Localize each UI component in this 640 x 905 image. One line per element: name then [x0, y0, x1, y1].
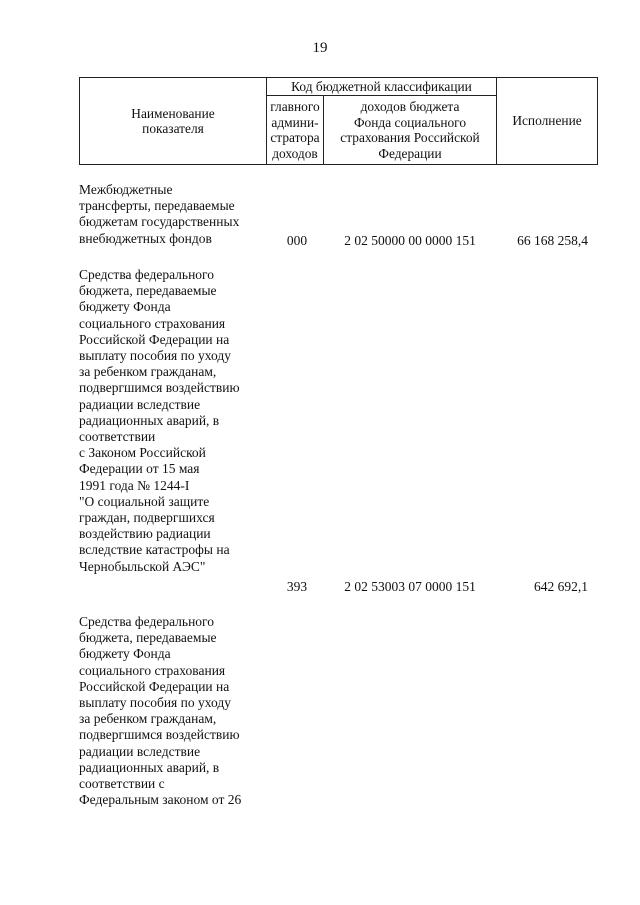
- row-2-admin-code: 393: [286, 579, 308, 594]
- header-execution-column: Исполнение: [512, 113, 582, 129]
- row-1-name: Межбюджетные трансферты, передаваемые бюджетам государственных внебюджетных фондов: [79, 182, 240, 246]
- row-2-name: Средства федерального бюджета, передаваемые бюджету Фонда социального страхования Российской Федерации на выплату пособия по уходу за ребенком гражданам, подвергшимся воздействию радиации вследствие радиационных аварий, в соответствии с Законом Российской Федерации от 15 мая 1991 года № 1244-I "О социальной защите граждан, подвергшихся воздействию радиации вследствие катастрофы на Чернобыльской АЭС": [79, 267, 240, 574]
- table-header: [79, 77, 598, 165]
- row-2-income-code: 2 02 53003 07 0000 151: [344, 579, 476, 594]
- row-3-name: Средства федерального бюджета, передаваемые бюджету Фонда социального страхования Российской Федерации на выплату пособия по уходу за ребенком гражданам, подвергшимся воздействию радиации вследствие радиационных аварий, в соответствии с Федеральным законом от 26: [79, 614, 242, 808]
- header-income-column: доходов бюджета Фонда социального страхования Российской Федерации: [340, 99, 480, 161]
- header-name-column: Наименование показателя: [131, 105, 215, 136]
- row-2-execution: 642 692,1: [534, 579, 588, 594]
- row-1-admin-code: 000: [286, 233, 308, 248]
- header-bottom-border: [79, 164, 598, 165]
- header-classification-group: Код бюджетной классификации: [291, 78, 472, 94]
- header-admin-column: главного админи- стратора доходов: [270, 99, 320, 161]
- page-number: 19: [312, 40, 328, 56]
- row-1-income-code: 2 02 50000 00 0000 151: [344, 233, 476, 248]
- header-right-border: [597, 77, 598, 165]
- row-1-execution: 66 168 258,4: [517, 233, 588, 248]
